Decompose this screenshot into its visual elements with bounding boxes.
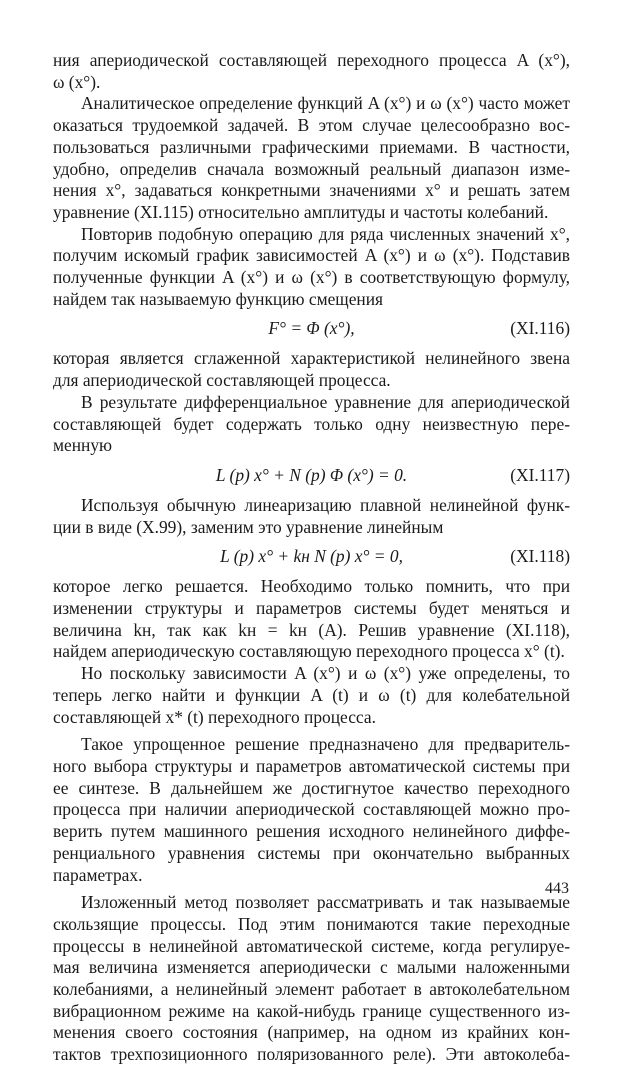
text-line: составляющей будет содержать только одну неизвестную пере- xyxy=(53,413,570,434)
text-line: оказаться трудоемкой задачей. В этом случае целесообразно вос- xyxy=(53,115,570,136)
text-line: для апериодической составляющей процесса. xyxy=(53,370,391,391)
text-line: пользоваться различными графическими приемами. В частности, xyxy=(53,136,570,157)
text-line: Изложенный метод позволяет рассматривать и так называемые xyxy=(81,892,570,913)
text-line: найдем так называемую функцию смещения xyxy=(53,288,384,309)
text-line: Такое упрощенное решение предназначено для предваритель- xyxy=(81,734,570,755)
paragraph xyxy=(53,93,570,223)
paragraph xyxy=(53,392,570,457)
text-line: менную xyxy=(53,435,113,456)
paragraph xyxy=(53,576,570,663)
text-line: ции в виде (X.99), заменим это уравнение линейным xyxy=(53,516,444,537)
text-line: вибрационном режиме на какой-нибудь границе существенного из- xyxy=(53,1000,570,1021)
text-line: ренциального уравнения системы при окончательно выбранных xyxy=(53,842,570,863)
equation-number: (XI.117) xyxy=(510,464,570,485)
text-line: менения своего состояния (например, на одном из крайних кон- xyxy=(53,1022,570,1043)
equation-expression: L (p) x° + kн N (p) x° = 0, xyxy=(220,546,403,567)
equation-xi-118 xyxy=(53,542,570,572)
text-line: составляющей x* (t) переходного процесса. xyxy=(53,706,376,727)
text-line: которая является сглаженной характеристикой нелинейного звена xyxy=(53,348,570,369)
text-line: получим искомый график зависимостей A (x°) и ω (x°). Подставив xyxy=(53,245,570,266)
text-line: величина kн, так как kн = kн (A). Решив уравнение (XI.118), xyxy=(53,619,570,640)
page-body-text xyxy=(53,50,570,1066)
text-line: процесса при наличии апериодической составляющей можно про- xyxy=(53,799,570,820)
text-line: Но поскольку зависимости A (x°) и ω (x°) уже определены, то xyxy=(81,663,570,684)
text-line: теперь легко найти и функции A (t) и ω (t) для колебательной xyxy=(53,684,570,705)
paragraph xyxy=(53,348,570,391)
text-line: Используя обычную линеаризацию плавной нелинейной функ- xyxy=(81,494,570,515)
equation-xi-117 xyxy=(53,461,570,491)
paragraph xyxy=(53,663,570,728)
text-line: скользящие процессы. Под этим понимаются такие переходные xyxy=(53,913,570,934)
text-line: параметрах. xyxy=(53,864,143,885)
text-line: изменении структуры и параметров системы будет меняться и xyxy=(53,598,570,619)
paragraph xyxy=(53,50,570,93)
equation-expression: L (p) x° + N (p) Φ (x°) = 0. xyxy=(215,464,408,485)
text-line: ния апериодической составляющей переходного процесса A (x°), xyxy=(53,50,570,70)
text-line: мая величина изменяется апериодически с малыми наложенными xyxy=(53,957,570,978)
text-line: ω (x°). xyxy=(53,71,101,92)
text-line: удобно, определив сначала возможный реальный диапазон изме- xyxy=(53,158,570,179)
text-line: нения x°, задаваться конкретными значениями x° и решать затем xyxy=(53,180,570,201)
paragraph xyxy=(53,892,570,1066)
text-line: найдем апериодическую составляющую переходного процесса x° (t). xyxy=(53,641,565,662)
equation-expression: F° = Φ (x°), xyxy=(268,318,355,339)
paragraph xyxy=(53,224,570,311)
text-line: уравнение (XI.115) относительно амплитуды и частоты колебаний. xyxy=(53,201,549,222)
text-line: ее синтезе. В дальнейшем же достигнутое качество переходного xyxy=(53,777,570,798)
text-line: В результате дифференциальное уравнение для апериодической xyxy=(81,391,570,412)
text-line: полученные функции A (x°) и ω (x°) в соответствующую формулу, xyxy=(53,267,570,288)
paragraph xyxy=(53,495,570,538)
text-line: ного выбора структуры и параметров автоматической системы при xyxy=(53,755,570,776)
text-line: Повторив подобную операцию для ряда численных значений x°, xyxy=(81,223,570,244)
text-line: верить путем машинного решения исходного нелинейного диффе- xyxy=(53,821,570,842)
text-line: Аналитическое определение функций A (x°) и ω (x°) часто может xyxy=(81,93,570,114)
equation-number: (XI.118) xyxy=(510,546,570,567)
equation-number: (XI.116) xyxy=(510,318,570,339)
equation-xi-116 xyxy=(53,314,570,344)
page-number: 443 xyxy=(545,880,569,897)
text-line: колебаниями, а нелинейный элемент работает в автоколебательном xyxy=(53,979,570,1000)
text-line: процессы в нелинейной автоматической системе, когда регулируе- xyxy=(53,935,570,956)
text-line: тактов трехпозиционного поляризованного реле). Эти автоколеба- xyxy=(53,1044,570,1065)
text-line: которое легко решается. Необходимо только помнить, что при xyxy=(53,576,570,597)
paragraph xyxy=(53,734,570,886)
